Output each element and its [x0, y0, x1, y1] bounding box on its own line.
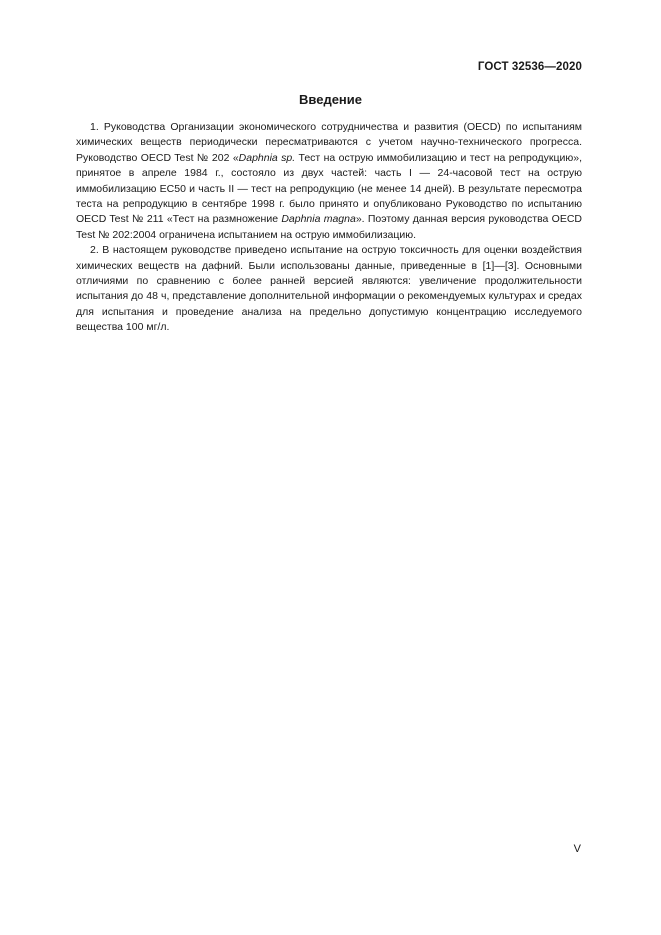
document-body [76, 120, 582, 336]
section-title: Введение [299, 92, 362, 107]
page-number: V [573, 843, 581, 855]
paragraph-2-text: 2. В настоящем руководстве приведено испытание на острую токсичность для оценки воздействия химических веществ на дафний. Были использованы данные, приведенные в [1]—[3]. Основными отличиями по сравнению с более ранней версией являются: увеличение продолжительности испытания до 48 ч, представление дополнительной информации о рекомендуемых культурах и средах для испытания и проведение анализа на предельно допустимую концентрацию исследуемого вещества 100 мг/л. [76, 244, 582, 334]
species-name-daphnia-magna: Daphnia magna [281, 213, 356, 226]
species-name-daphnia-sp: Daphnia sp. [238, 151, 296, 164]
paragraph-1-text-b: Тест на острую иммобилизацию и тест на репродукцию», принятое в апреле 1984 г., состояло из двух частей: часть I — 24-часовой тест на острую иммобилизацию ЕС50 и часть II — тест на репродукцию (не менее 14 дней). В результате пересмотра теста на репродукцию в сентябре 1998 г. было принято и опубликовано Руководство по испытанию OECD Test № 211 «Тест на размножение [76, 151, 582, 226]
paragraph-2 [76, 243, 582, 335]
paragraph-1-text-a: 1. Руководства Организации экономического сотрудничества и развития (OECD) по испытаниям химических веществ периодически пересматриваются с учетом научно-технического прогресса. Руководство OECD Test № 202 « [76, 121, 582, 164]
document-code: ГОСТ 32536—2020 [477, 61, 582, 73]
paragraph-1-text-c: ». Поэтому данная версия руководства OECD Test № 202:2004 ограничена испытанием на острую иммобилизацию. [76, 213, 583, 241]
paragraph-1 [76, 120, 582, 243]
